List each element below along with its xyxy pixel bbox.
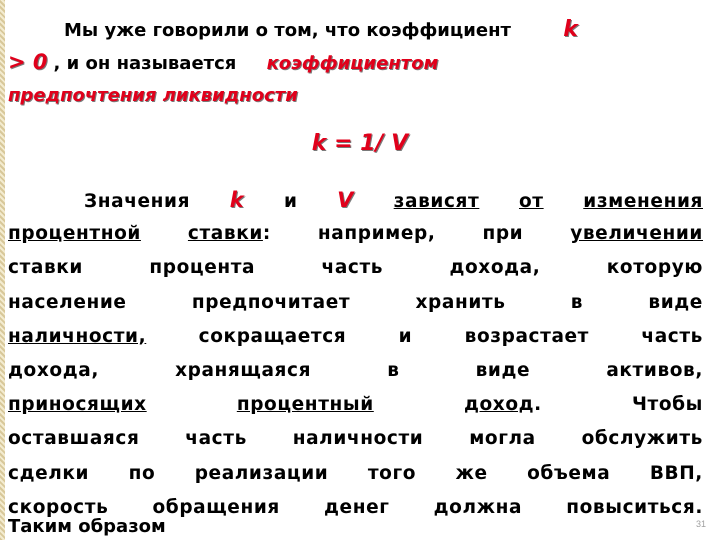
body-line-3: ставки процента часть дохода, которую (8, 257, 703, 279)
formula (0, 131, 720, 156)
cut-off-line: Таким образом (8, 516, 166, 537)
body-line-2: процентной ставки: например, при увеличении (8, 223, 703, 245)
body-line-9: сделки по реализации того же объема ВВП, (8, 462, 703, 484)
body-line-6: дохода, хранящаяся в виде активов, (8, 359, 703, 381)
term-coefficient: коэффициентом (266, 53, 439, 74)
intro-line-3 (8, 85, 298, 106)
formula-text: k = 1/ V (311, 131, 409, 156)
body-line-1: Значения k и V зависят от изменения (84, 188, 703, 212)
intro-line-1 (64, 17, 578, 42)
decorative-stripe (0, 0, 5, 540)
body-line-7: приносящих процентный доход. Чтобы (8, 394, 703, 416)
term-liquidity-preference: предпочтения ликвидности (8, 85, 298, 106)
body-line-5: наличности, сокращается и возрастает часть (8, 325, 703, 347)
intro-text-2: , и он называется (53, 53, 237, 74)
greater-than-zero: > 0 (8, 50, 48, 74)
variable-k: k (563, 17, 578, 42)
page-number: 31 (695, 519, 706, 529)
body-paragraph (8, 183, 703, 525)
body-line-4: население предпочитает хранить в виде (8, 291, 703, 313)
body-line-8: оставшаяся часть наличности могла обслужить (8, 428, 703, 450)
intro-text: Мы уже говорили о том, что коэффициент (64, 20, 511, 41)
body-line-10: скорость обращения денег должна повыситься. (8, 496, 703, 518)
intro-line-2 (8, 50, 438, 74)
